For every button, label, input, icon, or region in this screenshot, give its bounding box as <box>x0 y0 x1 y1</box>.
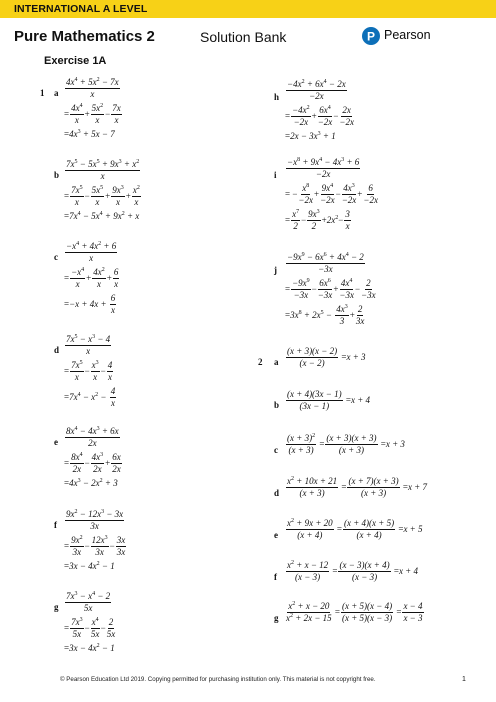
solution-1f: $\frac{9x^2 - 12x^3 - 3x}{3x}$ = $\frac{9x^2}{3x}$ − $\frac{12x^3}{3x}$ − $\frac{3x}{3x}$ = $3x - 4x^2 - 1$ <box>64 509 126 571</box>
solution-1g: $\frac{7x^3 - x^4 - 2}{5x}$ = $\frac{7x^3}{5x}$ − $\frac{x^4}{5x}$ − $\frac{2}{5x}$ = $3x - 4x^2 - 1$ <box>64 591 116 653</box>
solution-2e: $\frac{x^2 + 9x + 20}{(x + 4)}$ = $\frac{(x + 4)(x + 5)}{(x + 4)}$ = x + 5 <box>287 518 423 540</box>
page-subtitle: Solution Bank <box>200 29 287 45</box>
part-label: c <box>54 252 58 262</box>
part-label: d <box>274 488 280 498</box>
solution-1c: $\frac{-x^4 + 4x^2 + 6}{x}$ = $\frac{-x^4}{x}$ + $\frac{4x^2}{x}$ + $\frac{6}{x}$ = −x + 4x + $\frac{6}{x}$ <box>64 241 119 315</box>
solution-1d: $\frac{7x^5 - x^3 - 4}{x}$ = $\frac{7x^5}{x}$ − $\frac{x^3}{x}$ − $\frac{4}{x}$ = $7x^4 - x^2$ − $\frac{4}{x}$ <box>64 334 116 408</box>
solution-2c: $\frac{(x + 3)^2}{(x + 3)}$ = $\frac{(x + 3)(x + 3)}{(x + 3)}$ = x + 3 <box>287 433 405 455</box>
solution-2b: $\frac{(x + 4)(3x - 1)}{(3x - 1)}$ = x + 4 <box>287 389 371 411</box>
part-label: b <box>274 400 280 410</box>
solution-1e: $\frac{8x^4 - 4x^3 + 6x}{2x}$ = $\frac{8x^4}{2x}$ − $\frac{4x^3}{2x}$ + $\frac{6x}{2x}$ = $4x^3 - 2x^2 + 3$ <box>64 426 121 488</box>
part-label: g <box>54 602 59 612</box>
solution-2d: $\frac{x^2 + 10x + 21}{(x + 3)}$ = $\frac{(x + 7)(x + 3)}{(x + 3)}$ = x + 7 <box>287 476 428 498</box>
part-label: g <box>274 613 279 623</box>
part-label: e <box>274 530 278 540</box>
part-label: j <box>274 265 277 275</box>
solution-1b: $\frac{7x^5 - 5x^5 + 9x^3 + x^2}{x}$ = $\frac{7x^5}{x}$ − $\frac{5x^5}{x}$ + $\frac{9x^3}{x}$ + $\frac{x^2}{x}$ = $7x^4 - 5x^4 + 9x^2 + x$ <box>64 159 140 221</box>
part-label: d <box>54 345 60 355</box>
solution-2a: $\frac{(x + 3)(x - 2)}{(x - 2)}$ = x + 3 <box>287 346 366 368</box>
solution-1a: $\frac{4x^4 + 5x^2 - 7x}{x}$ = $\frac{4x^4}{x}$ + $\frac{5x^2}{x}$ − $\frac{7x}{x}$ = $4x^3 + 5x - 7$ <box>64 77 121 139</box>
solution-1j: $\frac{-9x^9 - 6x^6 + 4x^4 - 2}{-3x}$ = $\frac{-9x^9}{-3x}$ − $\frac{6x^6}{-3x}$ + $\frac{4x^4}{-3x}$ − $\frac{2}{-3x}$ = $3x^8 + 2x^5$ − $\frac{4x^3}{3}$ + $\frac{2}{3x}$ <box>285 252 376 326</box>
pearson-logo-text: Pearson <box>384 28 431 42</box>
part-label: f <box>274 572 277 582</box>
part-label: a <box>274 357 279 367</box>
solution-1i: $\frac{-x^8 + 9x^4 - 4x^3 + 6}{-2x}$ = − $\frac{x^8}{-2x}$ + $\frac{9x^4}{-2x}$ − $\frac{4x^3}{-2x}$ + $\frac{6}{-2x}$ = $\frac{x^7}{2}$ − $\frac{9x^3}{2}$ + $2x^2$ − $\frac{3}{x}$ <box>285 157 378 231</box>
pearson-logo-icon <box>362 27 380 45</box>
page-title: Pure Mathematics 2 <box>14 28 155 45</box>
solution-1h: $\frac{-4x^2 + 6x^4 - 2x}{-2x}$ = $\frac{-4x^2}{-2x}$ + $\frac{6x^4}{-2x}$ − $\frac{2x}{-2x}$ = $2x - 3x^3 + 1$ <box>285 79 354 141</box>
pearson-logo <box>362 25 448 47</box>
part-label: b <box>54 170 60 180</box>
svg-text:P: P <box>366 29 376 44</box>
exercise-title: Exercise 1A <box>44 55 107 67</box>
page-number: 1 <box>462 676 466 683</box>
part-label: c <box>274 445 278 455</box>
question-number: 1 <box>40 88 45 98</box>
part-label: e <box>54 437 58 447</box>
copyright-footer: © Pearson Education Ltd 2019. Copying permitted for purchasing institution only. This material is not copyright free. <box>60 676 376 683</box>
level-banner <box>0 0 496 18</box>
solution-2f: $\frac{x^2 + x - 12}{(x - 3)}$ = $\frac{(x - 3)(x + 4)}{(x - 3)}$ = x + 4 <box>287 560 419 582</box>
solution-2g: $\frac{x^2 + x - 20}{x^2 + 2x - 15}$ = $\frac{(x + 5)(x - 4)}{(x + 5)(x - 3)}$ = $\frac{x - 4}{x - 3}$ <box>286 601 423 623</box>
question-number: 2 <box>258 357 263 367</box>
part-label: h <box>274 92 280 102</box>
part-label: i <box>274 170 277 180</box>
level-banner-text: INTERNATIONAL A LEVEL <box>14 3 148 15</box>
part-label: f <box>54 520 57 530</box>
part-label: a <box>54 88 59 98</box>
